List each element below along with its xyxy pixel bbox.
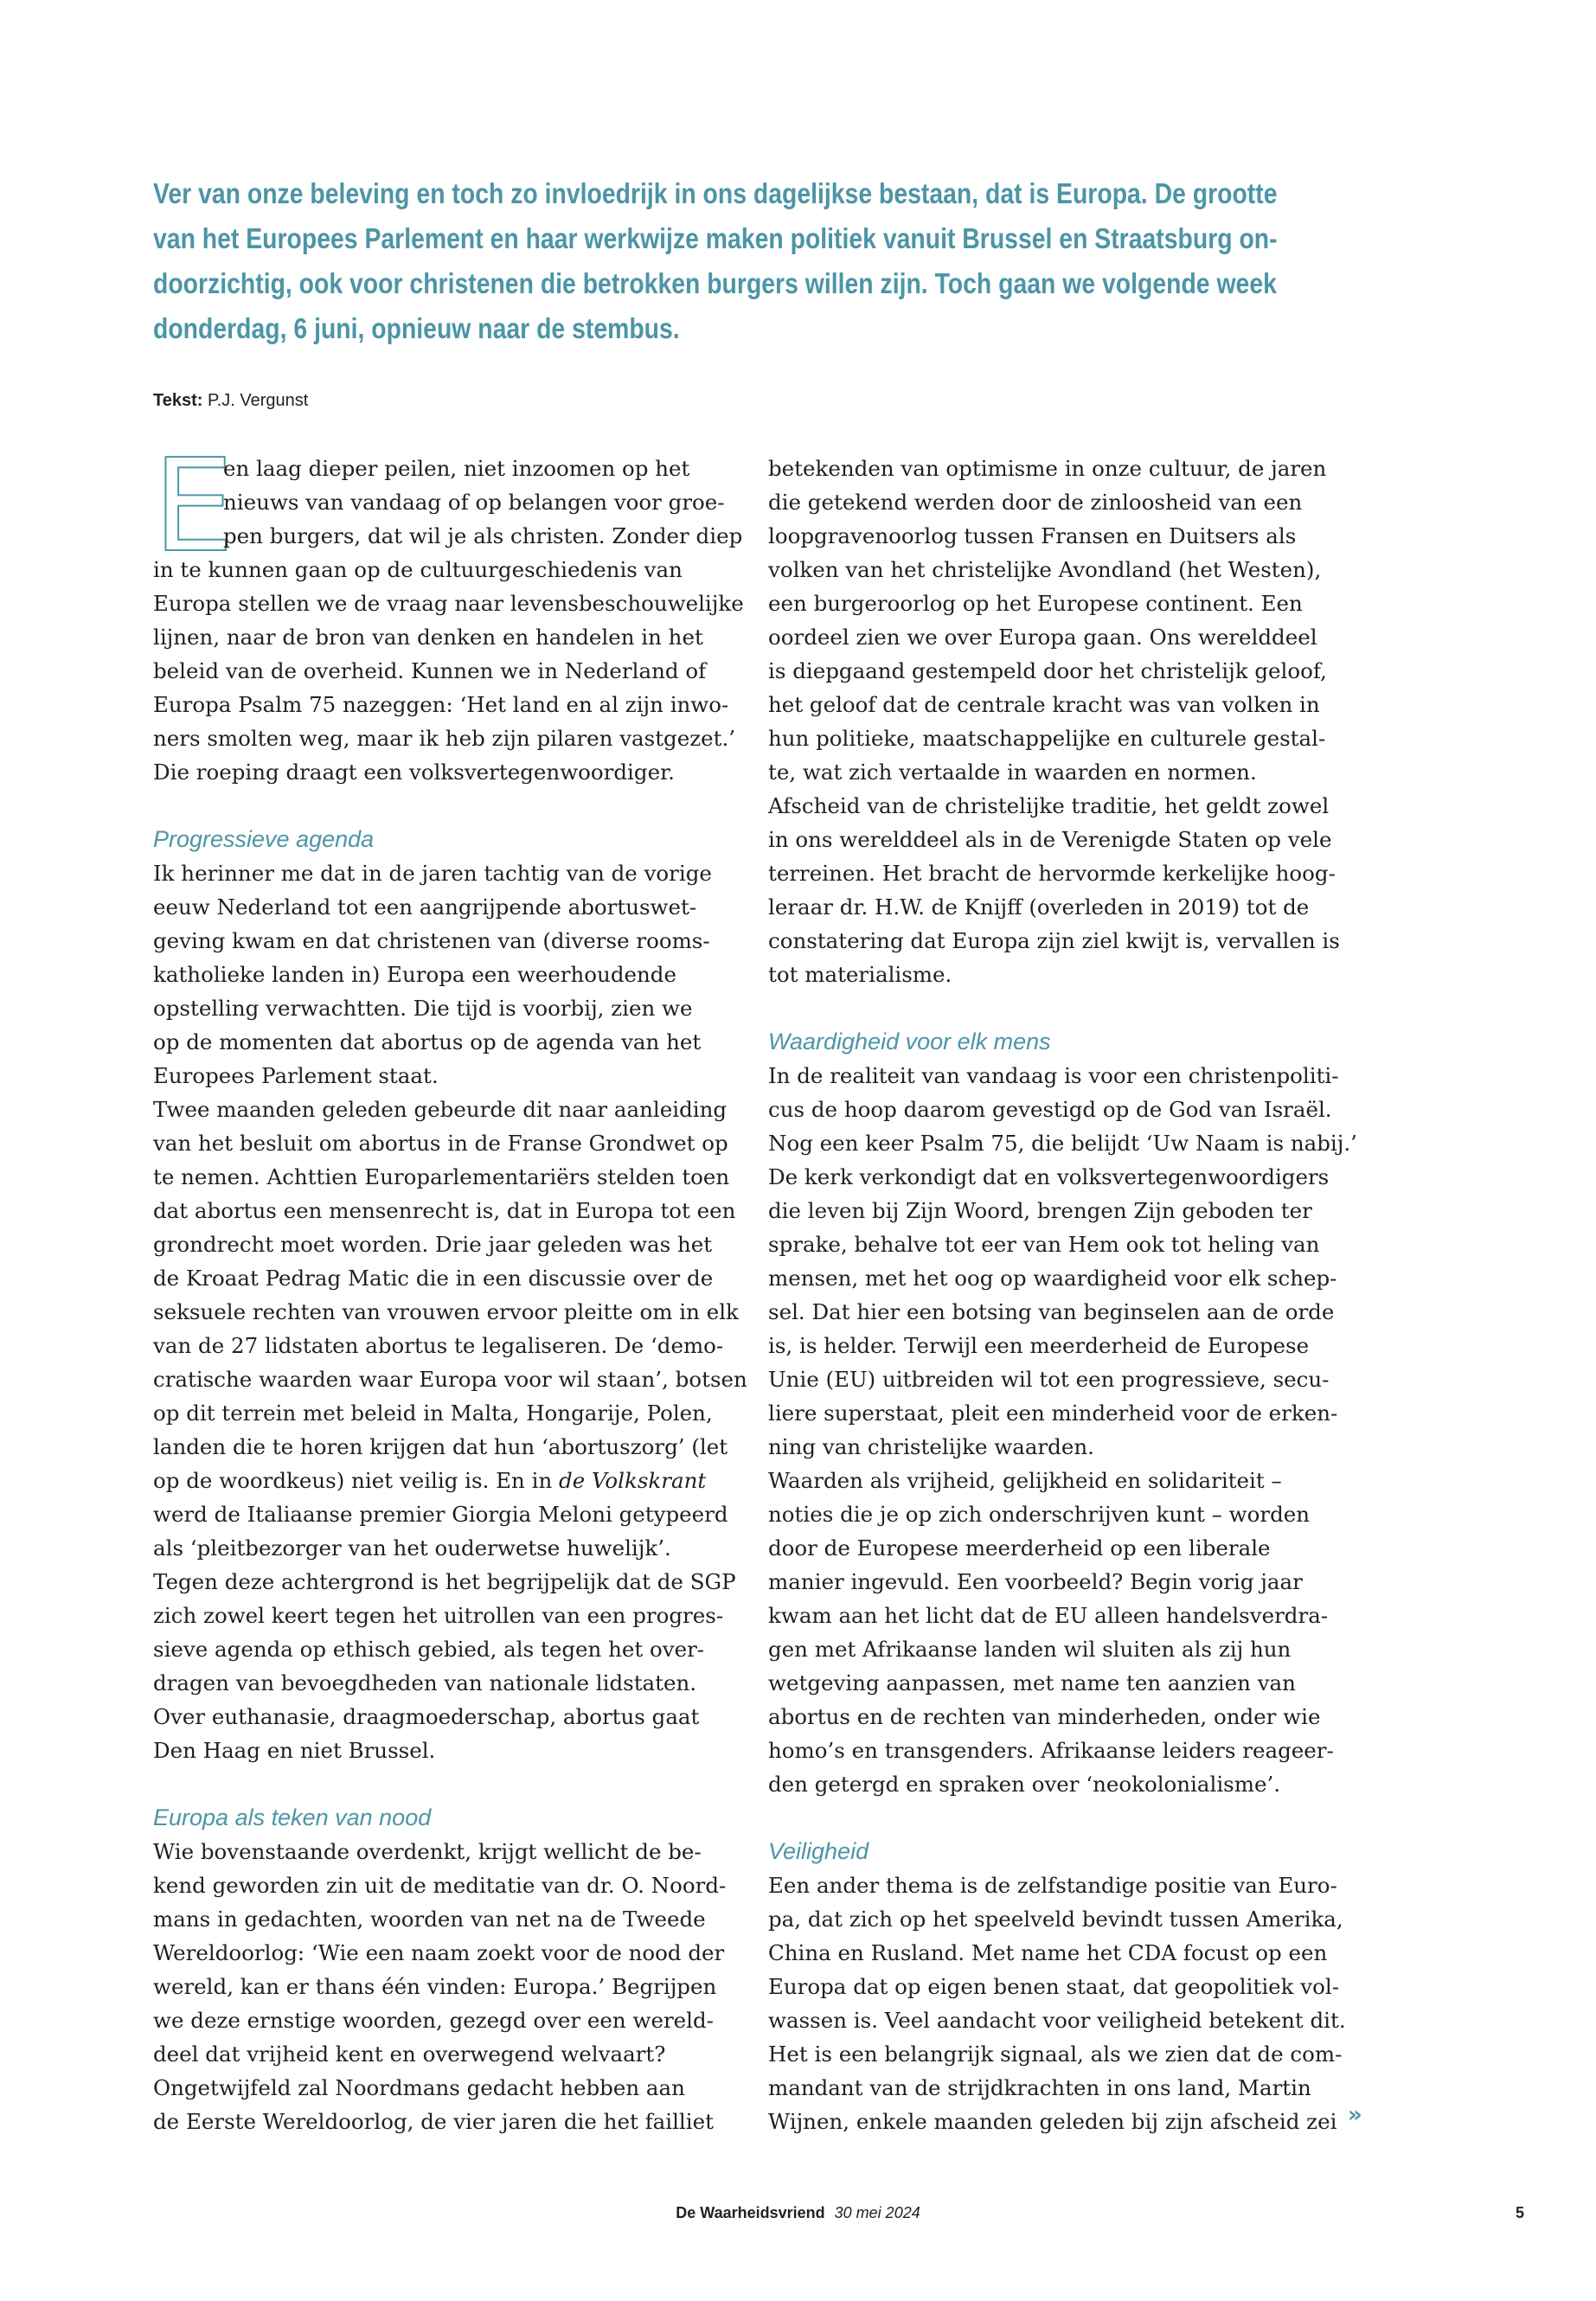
text-line: die getekend werden door de zinloosheid van een: [768, 490, 1303, 515]
right-column: [768, 452, 1365, 2138]
text-line: Europa stellen we de vraag naar levensbeschouwelijke: [153, 591, 744, 616]
text-line: Unie (EU) uitbreiden wil tot een progressieve, secu-: [768, 1367, 1330, 1392]
newspaper-title: de Volkskrant: [559, 1468, 707, 1493]
text-line: door de Europese meerderheid op een liberale: [768, 1535, 1271, 1561]
byline-label: Tekst:: [153, 391, 203, 410]
text-line: wereld, kan er thans één vinden: Europa.’ Begrijpen: [153, 1974, 717, 1999]
text-line: de Eerste Wereldoorlog, de vier jaren die het failliet: [153, 2109, 714, 2134]
section-heading: Progressieve agenda: [153, 826, 375, 852]
paragraph-gap: [153, 1767, 750, 1801]
text-line: homo’s en transgenders. Afrikaanse leiders reageer-: [768, 1738, 1334, 1763]
magazine-name: De Waarheidsvriend: [676, 2204, 825, 2221]
text-line: Wijnen, enkele maanden geleden bij zijn afscheid zei: [768, 2109, 1337, 2134]
text-line: constatering dat Europa zijn ziel kwijt is, vervallen is: [768, 928, 1340, 953]
intro-line: donderdag, 6 juni, opnieuw naar de stembus.: [153, 312, 680, 344]
text-line: lijnen, naar de bron van denken en handelen in het: [153, 625, 703, 650]
section-heading: Veiligheid: [768, 1838, 869, 1864]
text-line: is, is helder. Terwijl een meerderheid de Europese: [768, 1333, 1310, 1358]
intro-line: van het Europees Parlement en haar werkwijze maken politiek vanuit Brussel en Straatsburg on-: [153, 222, 1278, 254]
text-line: sieve agenda op ethisch gebied, als tegen het over-: [153, 1637, 705, 1662]
text-line: te nemen. Achttien Europarlementariërs stelden toen: [153, 1164, 730, 1189]
text-line: een burgeroorlog op het Europese continent. Een: [768, 591, 1303, 616]
text-line: sprake, behalve tot eer van Hem ook tot heling van: [768, 1232, 1320, 1257]
text-line: en laag dieper peilen, niet inzoomen op het: [223, 456, 690, 481]
text-line: in te kunnen gaan op de cultuurgeschiedenis van: [153, 557, 683, 582]
byline-author: P.J. Vergunst: [207, 391, 309, 410]
text-line: katholieke landen in) Europa een weerhoudende: [153, 962, 676, 987]
text-line: Een ander thema is de zelfstandige positie van Euro-: [768, 1873, 1337, 1898]
text-line: Tegen deze achtergrond is het begrijpelijk dat de SGP: [153, 1569, 736, 1594]
text-line: Europa dat op eigen benen staat, dat geopolitiek vol-: [768, 1974, 1339, 1999]
text-line: betekenden van optimisme in onze cultuur, de jaren: [768, 456, 1327, 481]
intro-lead: [153, 171, 1278, 351]
text-line: Het is een belangrijk signaal, als we zien dat de com-: [768, 2041, 1343, 2067]
text-line: mensen, met het oog op waardigheid voor elk schep-: [768, 1266, 1337, 1291]
text-line: landen die te horen krijgen dat hun ‘abortuszorg’ (let: [153, 1434, 728, 1459]
page-number: 5: [1516, 2204, 1525, 2221]
text-line: mans in gedachten, woorden van net na de Tweede: [153, 1907, 706, 1932]
text-line: werd de Italiaanse premier Giorgia Meloni getypeerd: [153, 1502, 728, 1527]
byline: [153, 391, 308, 411]
text-line: manier ingevuld. Een voorbeeld? Begin vorig jaar: [768, 1569, 1303, 1594]
left-column: [153, 452, 750, 2138]
continue-marker: »: [1348, 2102, 1362, 2128]
text-line: In de realiteit van vandaag is voor een christenpoliti-: [768, 1063, 1339, 1088]
text-line: is diepgaand gestempeld door het christelijk geloof,: [768, 658, 1327, 683]
text-line: in ons werelddeel als in de Verenigde Staten op vele: [768, 827, 1332, 852]
issue-date: 30 mei 2024: [834, 2204, 920, 2221]
text-line: terreinen. Het bracht de hervormde kerkelijke hoog-: [768, 861, 1336, 886]
intro-line: doorzichtig, ook voor christenen die betrokken burgers willen zijn. Toch gaan we volgende week: [153, 267, 1277, 299]
text-line: van de 27 lidstaten abortus te legaliseren. De ‘demo-: [153, 1333, 724, 1358]
text-line: De kerk verkondigt dat en volksvertegenwoordigers: [768, 1164, 1330, 1189]
text-line: noties die je op zich onderschrijven kunt – worden: [768, 1502, 1311, 1527]
text-line: Europa Psalm 75 nazeggen: ‘Het land en al zijn inwo-: [153, 692, 729, 717]
text-line: kend geworden zin uit de meditatie van dr. O. Noord-: [153, 1873, 727, 1898]
text-line: eeuw Nederland tot een aangrijpende abortuswet-: [153, 894, 697, 920]
text-line: abortus en de rechten van minderheden, onder wie: [768, 1704, 1321, 1729]
text-line: Over euthanasie, draagmoederschap, abortus gaat: [153, 1704, 700, 1729]
text-line: hun politieke, maatschappelijke en culturele gestal-: [768, 726, 1326, 751]
text-line: Europees Parlement staat.: [153, 1063, 439, 1088]
text-line: te, wat zich vertaalde in waarden en normen.: [768, 760, 1257, 785]
text-line: grondrecht moet worden. Drie jaar geleden was het: [153, 1232, 713, 1257]
text-line: dragen van bevoegdheden van nationale lidstaten.: [153, 1670, 697, 1695]
text-line: Den Haag en niet Brussel.: [153, 1738, 436, 1763]
page-footer: [0, 2204, 1596, 2222]
text-line: gen met Afrikaanse landen wil sluiten als zij hun: [768, 1637, 1292, 1662]
text-line: den getergd en spraken over ‘neokolonialisme’.: [768, 1772, 1281, 1797]
text-line: zich zowel keert tegen het uitrollen van een progres-: [153, 1603, 724, 1628]
text-line: die leven bij Zijn Woord, brengen Zijn geboden ter: [768, 1198, 1312, 1223]
text-line: China en Rusland. Met name het CDA focust op een: [768, 1940, 1328, 1965]
text-line: seksuele rechten van vrouwen ervoor pleitte om in elk: [153, 1299, 739, 1324]
text-line: het geloof dat de centrale kracht was van volken in: [768, 692, 1320, 717]
drop-cap-letter: E: [153, 432, 234, 580]
text-line: Ongetwijfeld zal Noordmans gedacht hebben aan: [153, 2075, 685, 2100]
text-line: cus de hoop daarom gevestigd op de God van Israël.: [768, 1097, 1332, 1122]
text-line: geving kwam en dat christenen van (diverse rooms-: [153, 928, 710, 953]
section-heading: Europa als teken van nood: [153, 1804, 432, 1830]
text-line: pen burgers, dat wil je als christen. Zonder diep: [223, 523, 743, 548]
text-line: volken van het christelijke Avondland (het Westen),: [768, 557, 1322, 582]
text-line: ning van christelijke waarden.: [768, 1434, 1094, 1459]
text-line: op de momenten dat abortus op de agenda van het: [153, 1029, 702, 1054]
text-line: wassen is. Veel aandacht voor veiligheid betekent dit.: [768, 2008, 1346, 2033]
text-line: als ‘pleitbezorger van het ouderwetse huwelijk’.: [153, 1535, 671, 1561]
text-line: wetgeving aanpassen, met name ten aanzien van: [768, 1670, 1296, 1695]
text-line: leraar dr. H.W. de Knijff (overleden in 2019) tot de: [768, 894, 1310, 920]
text-line: Twee maanden geleden gebeurde dit naar aanleiding: [153, 1097, 727, 1122]
section-heading: Waardigheid voor elk mens: [768, 1029, 1051, 1054]
text-line: Waarden als vrijheid, gelijkheid en solidariteit –: [768, 1468, 1282, 1493]
text-line: we deze ernstige woorden, gezegd over een wereld-: [153, 2008, 714, 2033]
text-line: kwam aan het licht dat de EU alleen handelsverdra-: [768, 1603, 1329, 1628]
text-line: sel. Dat hier een botsing van beginselen aan de orde: [768, 1299, 1335, 1324]
text-line: Ik herinner me dat in de jaren tachtig van de vorige: [153, 861, 712, 886]
text-line: dat abortus een mensenrecht is, dat in Europa tot een: [153, 1198, 736, 1223]
text-line: op de woordkeus) niet veilig is. En in de Volkskrant: [153, 1468, 707, 1493]
text-line: op dit terrein met beleid in Malta, Hongarije, Polen,: [153, 1400, 713, 1426]
paragraph-gap: [768, 1801, 1365, 1835]
text-line: beleid van de overheid. Kunnen we in Nederland of: [153, 658, 707, 683]
text-line: opstelling verwachtten. Die tijd is voorbij, zien we: [153, 996, 693, 1021]
text-line: cratische waarden waar Europa voor wil staan’, botsen: [153, 1367, 747, 1392]
text-line: Wie bovenstaande overdenkt, krijgt wellicht de be-: [153, 1839, 702, 1864]
text-line: pa, dat zich op het speelveld bevindt tussen Amerika,: [768, 1907, 1343, 1932]
text-line: Nog een keer Psalm 75, die belijdt ‘Uw Naam is nabij.’: [768, 1131, 1357, 1156]
text-line: tot materialisme.: [768, 962, 952, 987]
text-line: de Kroaat Pedrag Matic die in een discussie over de: [153, 1266, 714, 1291]
text-line: Wereldoorlog: ‘Wie een naam zoekt voor de nood der: [153, 1940, 725, 1965]
intro-line: Ver van onze beleving en toch zo invloedrijk in ons dagelijkse bestaan, dat is Europa. De grootte: [153, 177, 1278, 209]
text-line: loopgravenoorlog tussen Fransen en Duitsers als: [768, 523, 1297, 548]
paragraph-gap: [153, 789, 750, 823]
text-line: ners smolten weg, maar ik heb zijn pilaren vastgezet.’: [153, 726, 736, 751]
text-line: nieuws van vandaag of op belangen voor groe-: [223, 490, 725, 515]
text-line: deel dat vrijheid kent en overwegend welvaart?: [153, 2041, 666, 2067]
text-line: Die roeping draagt een volksvertegenwoordiger.: [153, 760, 675, 785]
text-line: mandant van de strijdkrachten in ons land, Martin: [768, 2075, 1311, 2100]
text-line: van het besluit om abortus in de Franse Grondwet op: [153, 1131, 728, 1156]
text-line: Afscheid van de christelijke traditie, het geldt zowel: [768, 793, 1330, 818]
text-line: liere superstaat, pleit een minderheid voor de erken-: [768, 1400, 1338, 1426]
paragraph-gap: [768, 991, 1365, 1025]
text-line: oordeel zien we over Europa gaan. Ons werelddeel: [768, 625, 1317, 650]
